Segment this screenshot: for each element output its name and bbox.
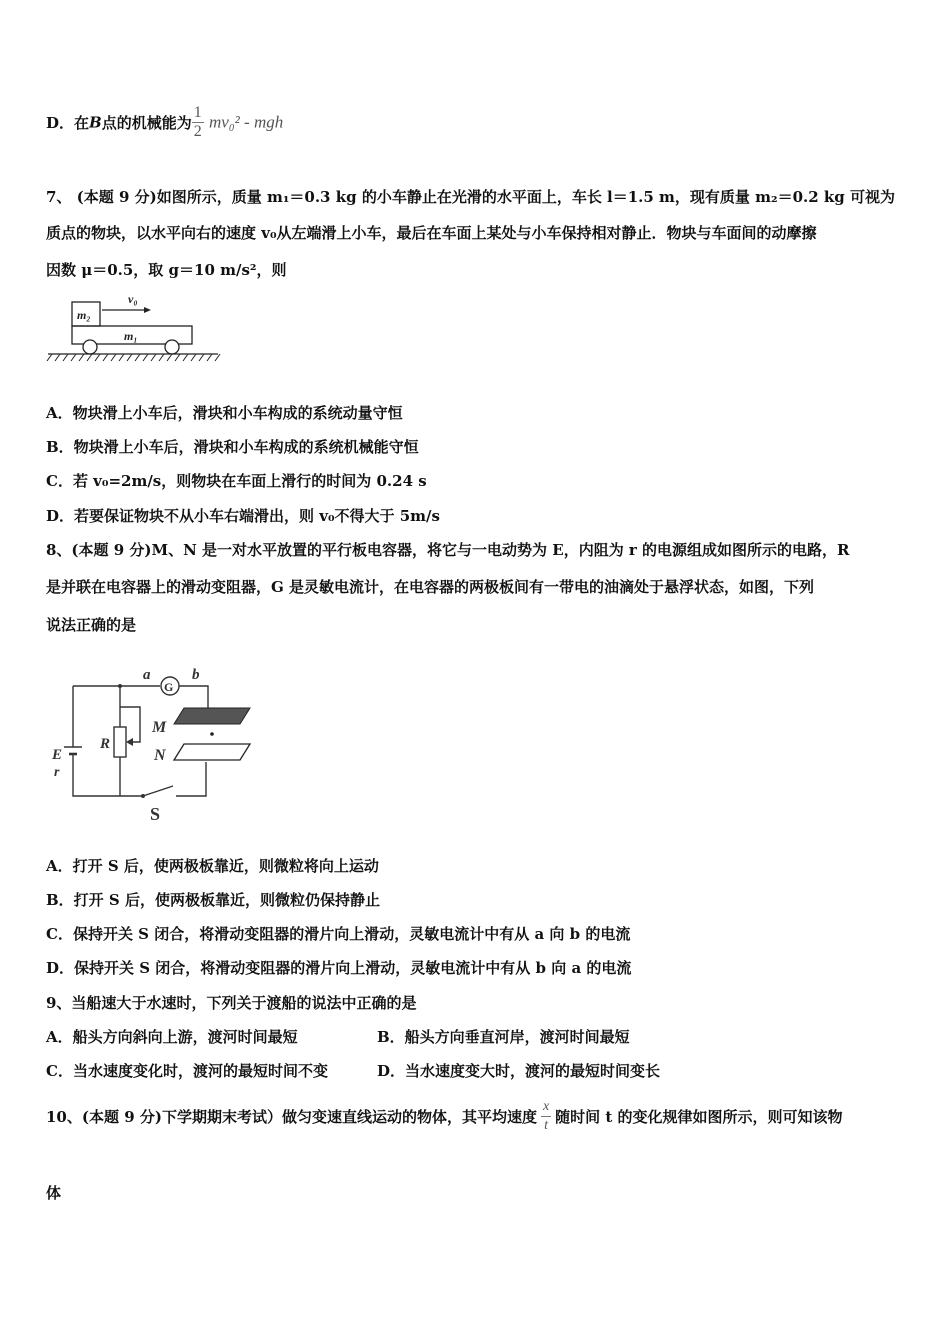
q6-formula-rest: mv₀² - mgh <box>208 112 284 132</box>
q7-option-c: C．若 v₀=2m/s，则物块在车面上滑行的时间为 0.24 s <box>46 472 427 490</box>
q8-stem-line-1: 8、(本题 9 分)M、N 是一对水平放置的平行板电容器，将它与一电动势为 E，内阻为 r 的电源组成如图所示的电路，R <box>46 541 850 559</box>
q7-ground-hatch <box>47 354 220 361</box>
q8-rheostat-slider <box>120 707 140 742</box>
q6-option-d-suffix: 点的机械能为 <box>101 114 192 132</box>
q10-stem-line-2: 体 <box>46 1184 62 1202</box>
q10-average-velocity-fraction <box>541 1098 551 1135</box>
q7-stem-line-1: 7、 (本题 9 分)如图所示，质量 m₁＝0.3 kg 的小车静止在光滑的水平面上，车长 l＝1.5 m，现有质量 m₂＝0.2 kg 可视为 <box>46 188 896 206</box>
q7-stem-line-3: 因数 μ＝0.5，取 g＝10 m/s²，则 <box>46 261 287 279</box>
q8-label-r-internal: r <box>54 765 60 780</box>
q8-plate-n <box>174 744 250 760</box>
q7-option-a: A．物块滑上小车后，滑块和小车构成的系统动量守恒 <box>46 404 403 422</box>
q8-option-b: B．打开 S 后，使两极板靠近，则微粒仍保持静止 <box>46 891 380 909</box>
q8-label-e: E <box>52 747 63 763</box>
q9-stem: 9、当船速大于水速时，下列关于渡船的说法中正确的是 <box>46 994 417 1012</box>
q9-option-b: B．船头方向垂直河岸，渡河时间最短 <box>377 1028 630 1046</box>
q9-option-c: C．当水速度变化时，渡河的最短时间不变 <box>46 1062 328 1080</box>
q7-option-b: B．物块滑上小车后，滑块和小车构成的系统机械能守恒 <box>46 438 419 456</box>
q8-oil-drop <box>210 732 214 736</box>
q10-stem-after: 随时间 t 的变化规律如图所示，则可知该物 <box>555 1108 843 1126</box>
q8-stem-line-3: 说法正确的是 <box>46 616 137 634</box>
q6-formula-denominator: 2 <box>193 123 202 140</box>
q7-wheel-right <box>165 340 179 354</box>
q8-node-a <box>118 684 122 688</box>
q7-label-m1: m₁ <box>124 329 138 343</box>
q8-option-d: D．保持开关 S 闭合，将滑动变阻器的滑片向上滑动，灵敏电流计中有从 b 向 a 的电流 <box>46 959 632 977</box>
q10-frac-numerator: x <box>541 1098 551 1117</box>
q8-label-m: M <box>152 719 167 736</box>
q7-stem-line-2: 质点的物块，以水平向右的速度 v₀从左端滑上小车，最后在车面上某处与小车保持相对静止．物块与车面间的动摩擦 <box>46 224 817 242</box>
q7-option-d: D．若要保证物块不从小车右端滑出，则 v₀不得大于 5m/s <box>46 507 440 525</box>
q8-label-n: N <box>154 747 166 764</box>
q8-option-c: C．保持开关 S 闭合，将滑动变阻器的滑片向上滑动，灵敏电流计中有从 a 向 b 的电流 <box>46 925 631 943</box>
q8-plate-m <box>174 708 250 724</box>
q8-slider-arrowhead <box>126 738 133 746</box>
q6-option-d <box>46 104 283 141</box>
q10-stem-before: 10、(本题 9 分)下学期期末考试）做匀变速直线运动的物体，其平均速度 <box>46 1108 537 1126</box>
q10-stem <box>46 1098 843 1135</box>
q8-switch <box>143 762 206 796</box>
q8-stem-line-2: 是并联在电容器上的滑动变阻器，G 是灵敏电流计，在电容器的两极板间有一带电的油滴处于悬浮状态，如图，下列 <box>46 578 815 596</box>
q8-label-b: b <box>192 667 200 683</box>
q8-wire-top-right <box>179 686 208 708</box>
q10-frac-denominator: t <box>544 1118 548 1133</box>
q8-label-a: a <box>143 667 151 683</box>
q6-option-d-point: B <box>89 113 102 132</box>
q8-option-a: A．打开 S 后，使两极板靠近，则微粒将向上运动 <box>46 857 379 875</box>
q6-formula-numerator: 1 <box>193 104 202 121</box>
q7-velocity-arrowhead <box>144 307 151 313</box>
q6-option-d-prefix: D．在 <box>46 114 90 132</box>
q8-switch-pivot <box>141 794 145 798</box>
q8-label-g: G <box>164 680 174 694</box>
q8-circuit-figure <box>48 662 258 824</box>
q7-cart-figure <box>44 288 224 368</box>
q9-option-d: D．当水速度变大时，渡河的最短时间变长 <box>377 1062 661 1080</box>
q8-rheostat <box>114 727 126 757</box>
q6-formula-fraction <box>192 104 204 141</box>
q9-option-a: A．船头方向斜向上游，渡河时间最短 <box>46 1028 298 1046</box>
q8-label-r-rheostat: R <box>100 736 111 752</box>
q7-wheel-left <box>83 340 97 354</box>
q7-label-m2: m₂ <box>77 308 91 322</box>
q7-label-v0: v₀ <box>128 292 138 306</box>
q8-label-s: S <box>150 804 161 824</box>
